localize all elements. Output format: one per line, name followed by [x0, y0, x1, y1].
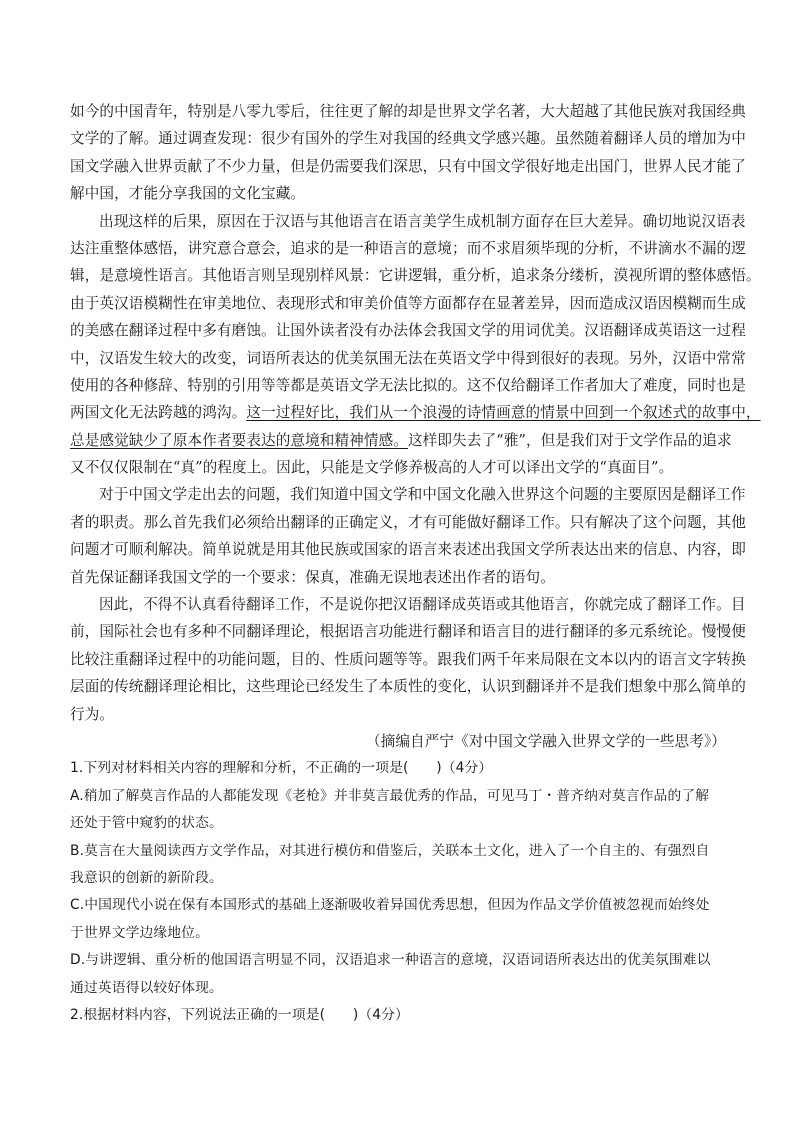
text-line: 如今的中国青年，特别是八零九零后，往往更了解的却是世界文学名著，大大超越了其他民族对我国经典 [70, 103, 746, 120]
option-line: 还处于管中窥豹的状态。 [70, 815, 223, 832]
option-line: B.莫言在大量阅读西方文学作品，对其进行模仿和借鉴后，关联本土文化，进入了一个自主的、有强烈自 [70, 842, 710, 859]
question-stem: 1.下列对材料相关内容的理解和分析，不正确的一项是( )（4分） [70, 760, 493, 777]
text-line: 中，汉语发生较大的改变，词语所表达的优美氛围无法在英语文学中得到很好的表现。另外，汉语中常常 [70, 349, 746, 367]
text-line: 比较注重翻译过程中的功能问题，目的、性质问题等等。跟我们两千年来局限在文本以内的语言文字转换 [70, 650, 746, 668]
text-line: 行为。 [70, 705, 115, 723]
text-line: 文学的了解。通过调查发现：很少有国外的学生对我国的经典文学感兴趣。虽然随着翻译人员的增加为中 [70, 130, 746, 148]
option-line: 于世界文学边缘地位。 [70, 924, 209, 941]
text-line: 问题才可顺利解决。简单说就是用其他民族或国家的语言来表述出我国文学所表达出来的信息、内容，即 [70, 541, 746, 559]
option-d [70, 947, 726, 1002]
question-2 [70, 1002, 726, 1029]
text-line: 前，国际社会也有多种不同翻译理论，根据语言功能进行翻译和语言目的进行翻译的多元系统论。慢慢便 [70, 623, 746, 641]
text-line [70, 399, 761, 426]
text-line: 者的职责。那么首先我们必须给出翻译的正确定义，才有可能做好翻译工作。只有解决了这个问题，其他 [70, 513, 746, 531]
option-line: 我意识的创新的新阶段。 [70, 869, 223, 886]
text-segment: 这样即失去了“雅”，但是我们对于文学作品的追求 [407, 431, 732, 449]
text-line: 由于英汉语模糊性在审美地位、表现形式和审美价值等方面都存在显著差异，因而造成汉语因模糊而生成 [70, 294, 746, 312]
text-line: 对于中国文学走出去的问题，我们知道中国文学和中国文化融入世界这个问题的主要原因是翻译工作 [99, 486, 746, 504]
text-line: 辑，是意境性语言。其他语言则呈现别样风景：它讲逻辑，重分析，追求条分缕析，漠视所谓的整体感悟。 [70, 267, 761, 285]
text-line: 首先保证翻译我国文学的一个要求：保真，准确无误地表述出作者的语句。 [70, 568, 555, 586]
option-a [70, 783, 726, 838]
underlined-sentence: 总是感觉缺少了原本作者要表达的意境和精神情感。 [70, 431, 408, 449]
paragraph-2 [70, 208, 761, 482]
text-line: 层面的传统翻译理论相比，这些理论已经发生了本质性的变化，认识到翻译并不是我们想象中那么简单的 [70, 678, 746, 696]
document-page [70, 98, 761, 1029]
option-b [70, 838, 726, 893]
text-line: 的美感在翻译过程中多有磨蚀。让国外读者没有办法体会我国文学的用词优美。汉语翻译成英语这一过程 [70, 322, 746, 340]
text-segment: 两国文化无法跨越的鸿沟。 [70, 404, 247, 422]
option-c [70, 892, 726, 947]
paragraph-1 [70, 98, 746, 208]
question-1 [70, 755, 726, 1002]
text-line: 因此，不得不认真看待翻译工作，不是说你把汉语翻译成英语或其他语言，你就完成了翻译工作。目 [99, 596, 746, 614]
text-line: 使用的各种修辞、特别的引用等等都是英语文学无法比拟的。这不仅给翻译工作者加大了难度，同时也是 [70, 376, 746, 394]
text-line: 国文学融入世界贡献了不少力量，但是仍需要我们深思，只有中国文学很好地走出国门，世界人民才能了 [70, 157, 746, 175]
text-line [70, 427, 732, 454]
text-line: 又不仅仅限制在“真”的程度上。因此，只能是文学修养极高的人才可以译出文学的“真面目”。 [70, 459, 674, 477]
text-line: 解中国，才能分享我国的文化宝藏。 [70, 185, 306, 203]
option-line: A.稍加了解莫言作品的人都能发现《老枪》并非莫言最优秀的作品，可见马丁・普齐纳对莫言作品的了解 [70, 787, 710, 804]
paragraph-3 [70, 481, 746, 591]
option-line: 通过英语得以较好体现。 [70, 979, 223, 996]
text-line: 达注重整体感悟，讲究意合意会，追求的是一种语言的意境；而不求眉须毕现的分析，不讲滴水不漏的逻 [70, 239, 746, 257]
question-stem: 2.根据材料内容，下列说法正确的一项是( )（4分） [70, 1006, 409, 1023]
underlined-sentence: 这一过程好比，我们从一个浪漫的诗情画意的情景中回到一个叙述式的故事中， [246, 404, 761, 422]
source-citation: （摘编自严宁《对中国文学融入世界文学的一些思考》） [365, 732, 726, 750]
option-line: D.与讲逻辑、重分析的他国语言明显不同，汉语追求一种语言的意境，汉语词语所表达出的优美氛围难以 [70, 952, 711, 969]
paragraph-4 [70, 591, 746, 728]
option-line: C.中国现代小说在保有本国形式的基础上逐渐吸收着异国优秀思想，但因为作品文学价值被忽视而始终处 [70, 897, 710, 914]
text-line: 出现这样的后果，原因在于汉语与其他语言在语言美学生成机制方面存在巨大差异。确切地说汉语表 [99, 212, 746, 230]
